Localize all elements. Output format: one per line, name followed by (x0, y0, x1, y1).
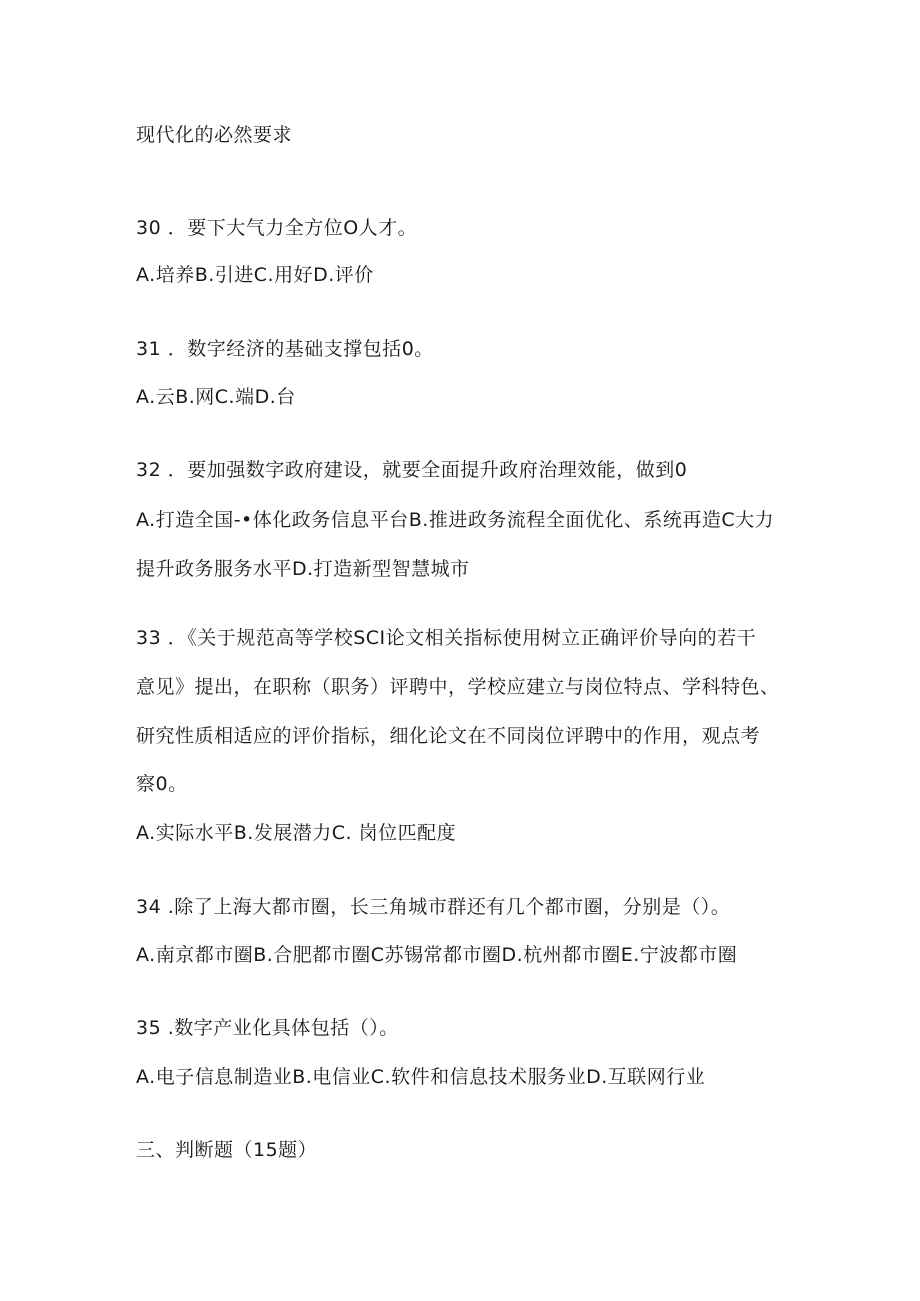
section-heading: 三、判断题（15题） (136, 1139, 318, 1161)
question-33-options: A.实际水平B.发展潜力C. 岗位匹配度 (136, 822, 457, 844)
question-35-stem: 35 .数字产业化具体包括（）。 (136, 1017, 399, 1039)
question-30-stem: 30 ．要下大气力全方位O人才。 (136, 217, 418, 239)
question-32-options-line-1: A.打造全国-•体化政务信息平台B.推进政务流程全面优化、系统再造C大力 (136, 509, 775, 531)
question-33-stem-line-2: 意见》提出，在职称（职务）评聘中，学校应建立与岗位特点、学科特色、 (136, 676, 780, 698)
question-31-stem: 31 ．数字经济的基础支撑包括0。 (136, 338, 434, 360)
question-35-options: A.电子信息制造业B.电信业C.软件和信息技术服务业D.互联网行业 (136, 1066, 706, 1088)
question-33-stem-line-4: 察0。 (136, 773, 188, 795)
question-30-options: A.培养B.引进C.用好D.评价 (136, 264, 374, 286)
intro-line: 现代化的必然要求 (136, 124, 293, 146)
question-32-stem: 32 ．要加强数字政府建设，就要全面提升政府治理效能，做到0 (136, 459, 688, 481)
question-34-stem: 34 .除了上海大都市圈，长三角城市群还有几个都市圈，分别是（）。 (136, 896, 731, 918)
question-31-options: A.云B.网C.端D.台 (136, 386, 296, 408)
question-32-options-line-2: 提升政务服务水平D.打造新型智慧城市 (136, 558, 470, 580)
question-34-options: A.南京都市圈B.合肥都市圈C苏锡常都市圈D.杭州都市圈E.宁波都市圈 (136, 944, 738, 966)
question-33-stem-line-1: 33 ．《关于规范高等学校SCI论文相关指标使用树立正确评价导向的若干 (136, 627, 757, 649)
question-33-stem-line-3: 研究性质相适应的评价指标，细化论文在不同岗位评聘中的作用，观点考 (136, 725, 761, 747)
